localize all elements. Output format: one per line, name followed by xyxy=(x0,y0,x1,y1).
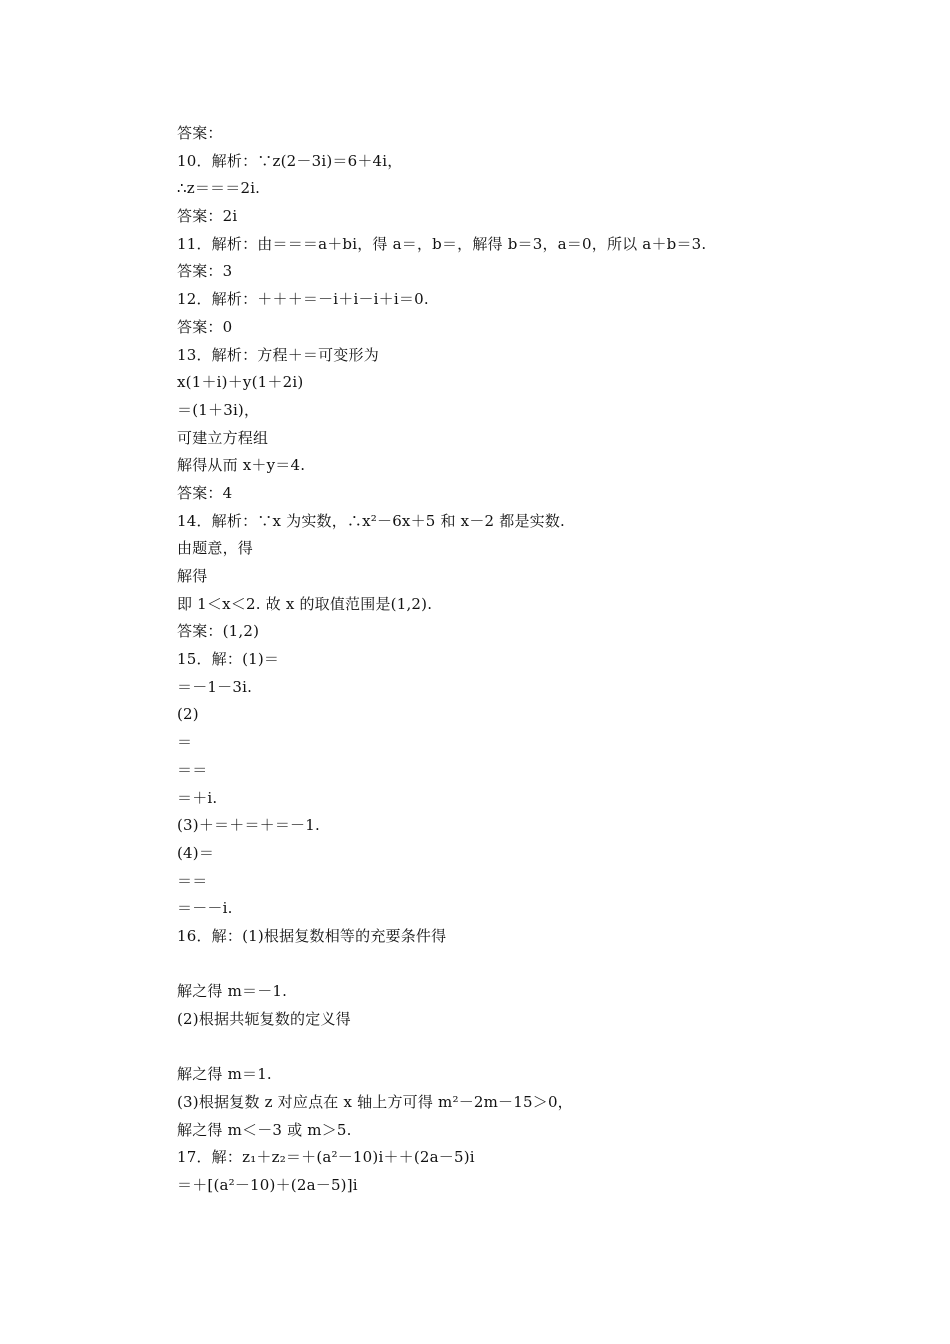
text-line: 14．解析：∵x 为实数，∴x²－6x＋5 和 x－2 都是实数. xyxy=(177,511,566,530)
text-line: 由题意，得 xyxy=(177,539,254,558)
text-line: ＝(1＋3i)， xyxy=(177,400,260,419)
text-line: (3)根据复数 z 对应点在 x 轴上方可得 m²－2m－15＞0， xyxy=(177,1093,573,1112)
text-line: 答案：0 xyxy=(177,317,233,336)
text-line: ＝＋[(a²－10)＋(2a－5)]i xyxy=(177,1176,358,1195)
text-line: 即 1＜x＜2. 故 x 的取值范围是(1,2). xyxy=(177,594,433,613)
text-line: 解之得 m＝1. xyxy=(177,1065,272,1084)
text-line: ＝ xyxy=(177,733,193,752)
text-line: (3)＋＝＋＝＋＝－1. xyxy=(177,816,320,835)
text-line: 12．解析：＋＋＋＝－i＋i－i＋i＝0. xyxy=(177,290,429,309)
text-line: 解之得 m＝－1. xyxy=(177,982,288,1001)
text-line: ＝－－i. xyxy=(177,899,233,918)
blank-line xyxy=(177,1034,797,1062)
text-line: (2)根据共轭复数的定义得 xyxy=(177,1010,351,1028)
text-line: ＝＝ xyxy=(177,760,208,779)
text-line: ＝－1－3i. xyxy=(177,677,253,696)
text-line: 13．解析：方程＋＝可变形为 xyxy=(177,345,379,364)
answer-text-block xyxy=(177,120,797,1200)
text-line: (2) xyxy=(177,705,199,724)
blank-line xyxy=(177,951,797,979)
text-line: 16．解：(1)根据复数相等的充要条件得 xyxy=(177,926,447,945)
text-line: 解得从而 x＋y＝4. xyxy=(177,456,306,475)
text-line: 答案：3 xyxy=(177,262,233,281)
text-line: 答案：(1,2) xyxy=(177,622,260,641)
text-line: ＝＋i. xyxy=(177,788,218,807)
text-line: 答案：2i xyxy=(177,207,238,226)
text-line: ＝＝ xyxy=(177,871,208,890)
text-line: 解之得 m＜－3 或 m＞5. xyxy=(177,1120,352,1139)
text-line: 答案：4 xyxy=(177,483,233,502)
text-line: 17．解：z₁＋z₂＝＋(a²－10)i＋＋(2a－5)i xyxy=(177,1148,475,1167)
text-line: 15．解：(1)＝ xyxy=(177,650,280,669)
text-line: 11．解析：由＝＝＝a＋bi，得 a＝，b＝，解得 b＝3，a＝0，所以 a＋b＝3. xyxy=(177,234,707,253)
text-line: (4)＝ xyxy=(177,843,215,862)
text-line: 10．解析：∵z(2－3i)＝6＋4i， xyxy=(177,151,403,170)
text-line: 答案： xyxy=(177,124,223,142)
text-line: x(1＋i)＋y(1＋2i) xyxy=(177,373,304,392)
text-line: ∴z＝＝＝2i. xyxy=(177,179,261,198)
text-line: 解得 xyxy=(177,567,208,585)
text-line: 可建立方程组 xyxy=(177,428,269,447)
